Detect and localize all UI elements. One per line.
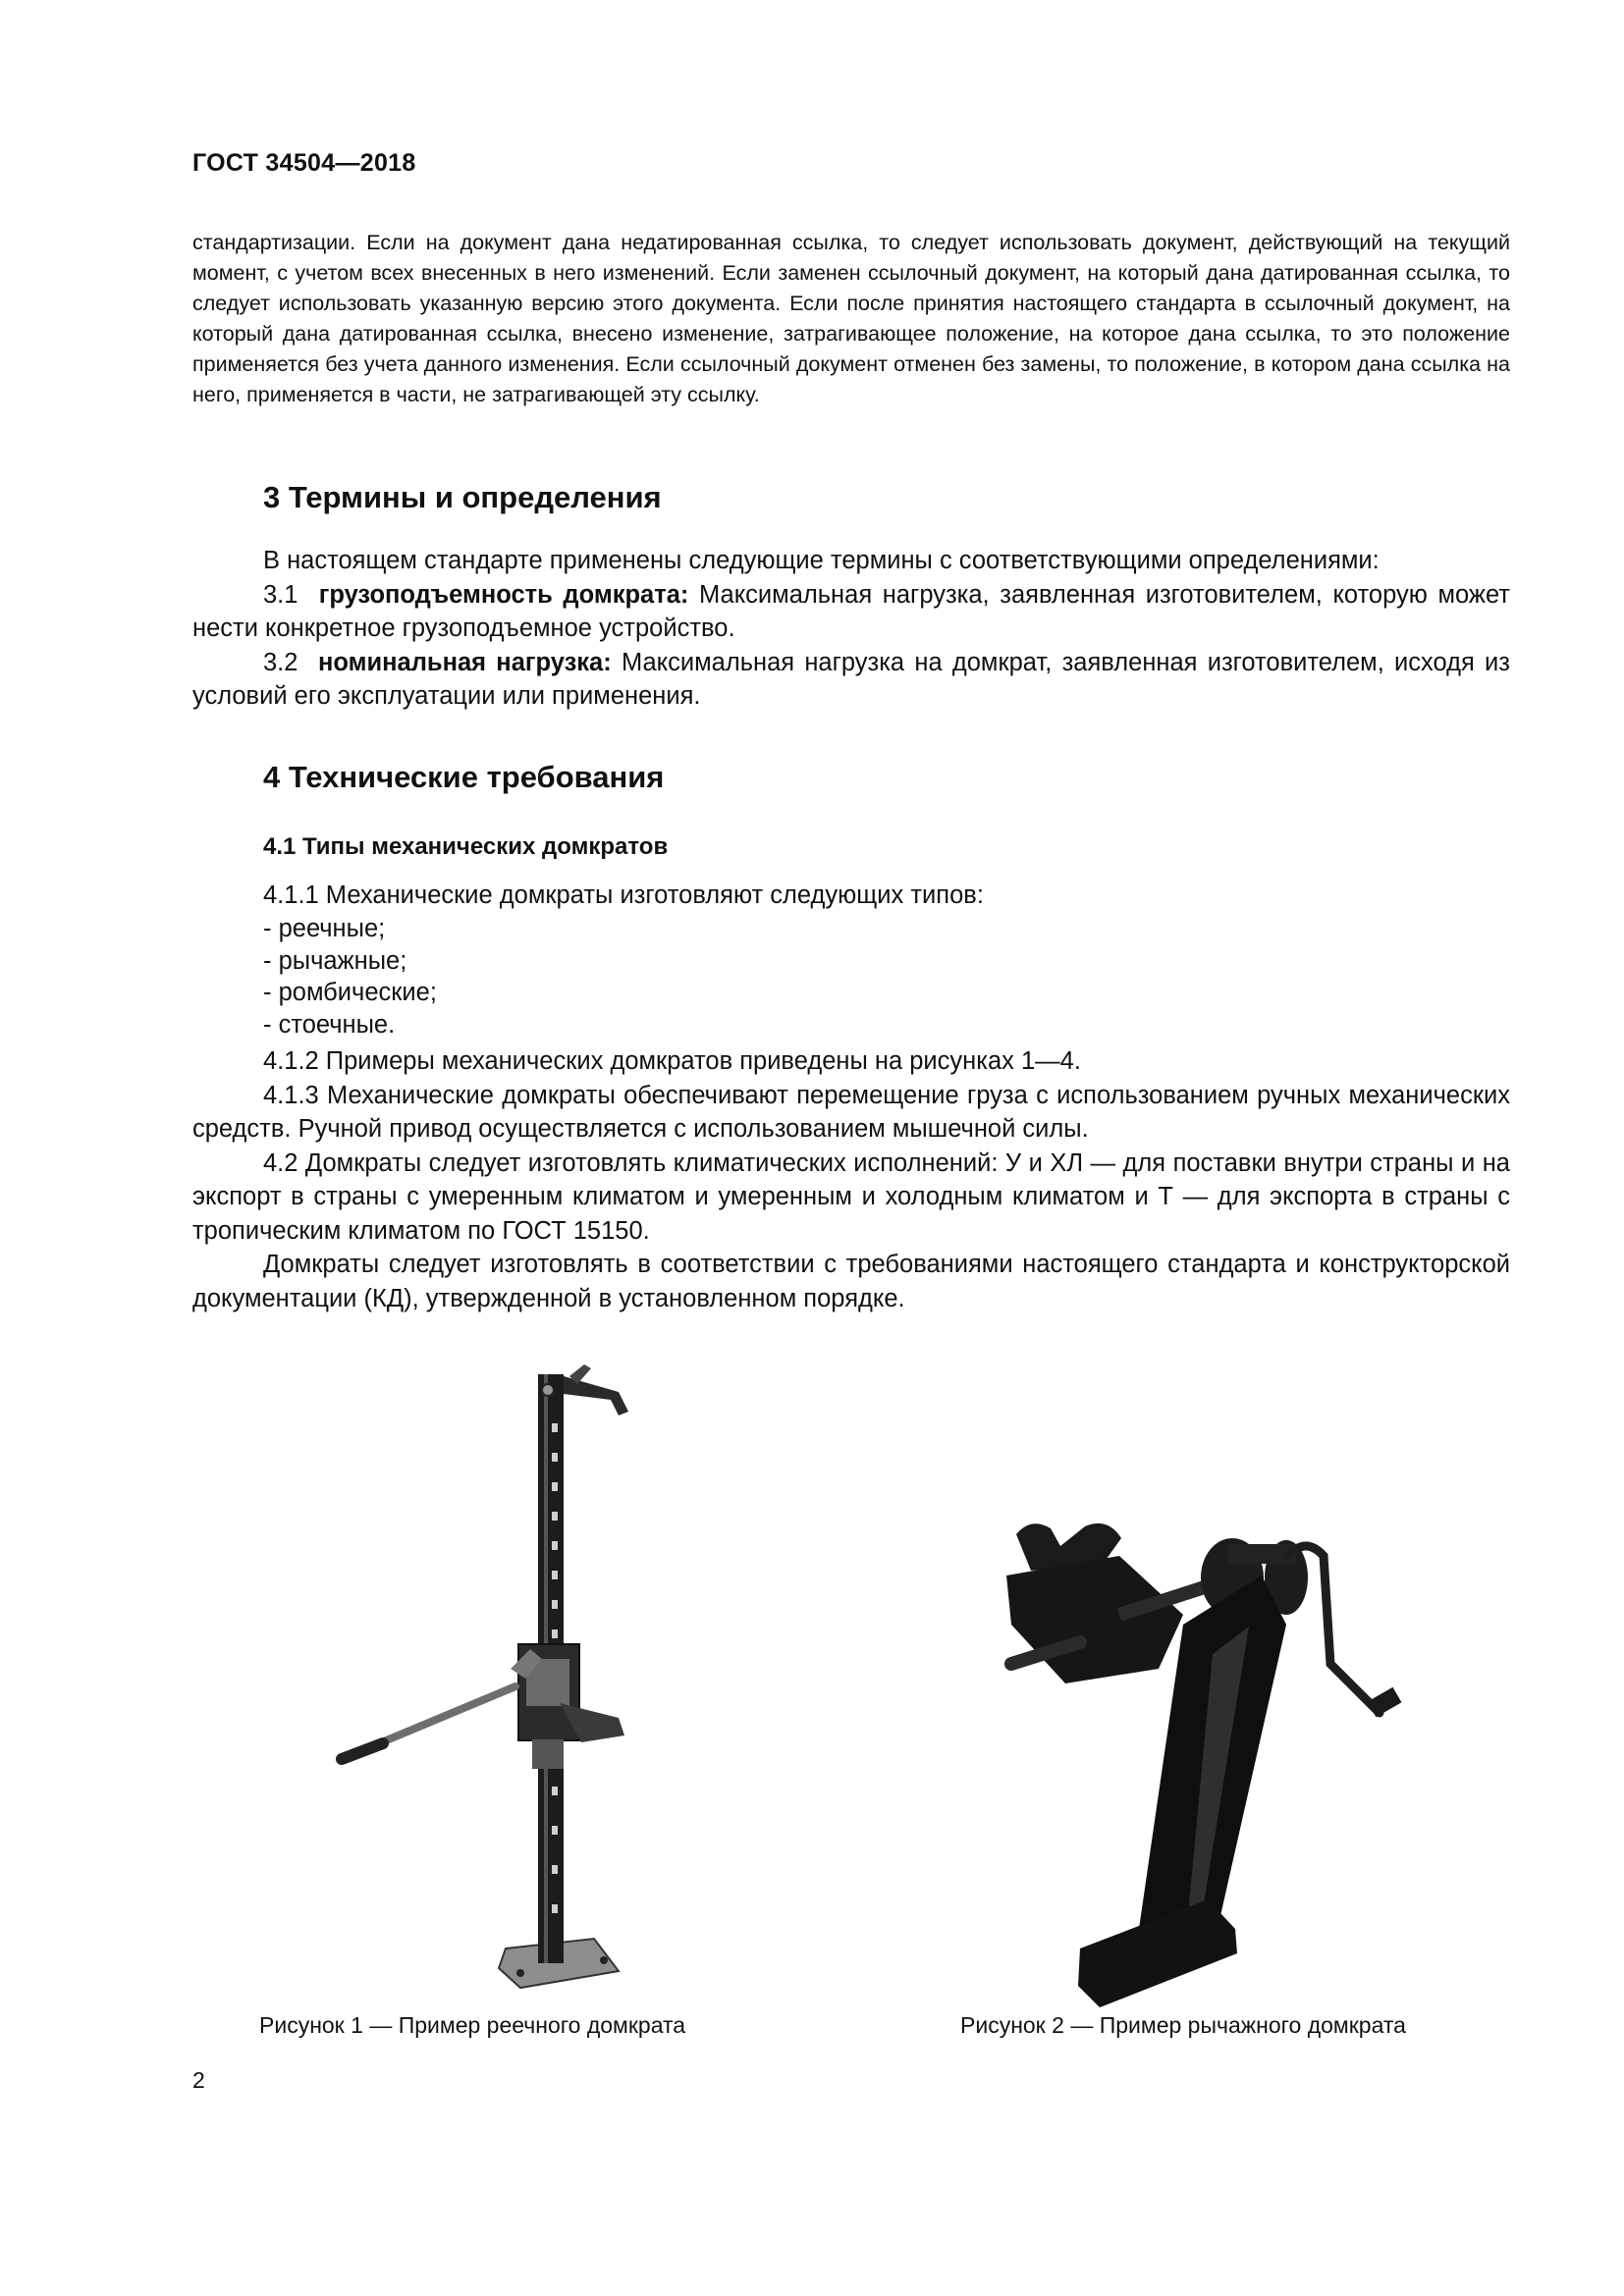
- jack-types-list: [263, 913, 437, 1041]
- document-header: ГОСТ 34504—2018: [192, 149, 416, 177]
- section-3-title: 3 Термины и определения: [263, 480, 662, 514]
- intro-paragraph: [192, 228, 1510, 410]
- list-item: - стоечные.: [263, 1010, 396, 1039]
- term-3-1-name: грузоподъемность домкрата:: [318, 580, 689, 609]
- term-3-2: 3.2 номинальная нагрузка: Максимальная нагрузка на домкрат, заявленная изготовителем, исходя из условий его эксплуатации или применения.: [192, 648, 1510, 710]
- figure-2-caption: Рисунок 2 — Пример рычажного домкрата: [960, 2012, 1406, 2038]
- figure-1-caption: Рисунок 1 — Пример реечного домкрата: [259, 2012, 686, 2038]
- p-4-1-2: 4.1.2 Примеры механических домкратов приведены на рисунках 1—4.: [263, 1047, 1081, 1075]
- term-3-2-definition: Максимальная нагрузка на домкрат, заявленная изготовителем, исходя из условий его эксплуатации или применения.: [192, 648, 1510, 710]
- term-3-2-name: номинальная нагрузка:: [317, 648, 612, 676]
- p-4-2-b: Домкраты следует изготовлять в соответствии с требованиями настоящего стандарта и конструкторской документации (КД), утвержденной в установленном порядке.: [192, 1251, 1510, 1312]
- p-4-1-3: 4.1.3 Механические домкраты обеспечивают перемещение груза с использованием ручных механических средств. Ручной привод осуществляется с использованием мышечной силы.: [192, 1081, 1510, 1143]
- section-4-title: 4 Технические требования: [263, 760, 665, 794]
- intro-text: стандартизации. Если на документ дана недатированная ссылка, то следует использовать документ, действующий на текущий момент, с учетом всех внесенных в него изменений. Если заменен ссылочный документ, на который дана датированная ссылка, то следует использовать указанную версию этого документа. Если после принятия настоящего стандарта в ссылочный документ, на который дана датированная ссылка, внесено изменение, затрагивающее положение, на которое дана ссылка, то это положение применяется без учета данного изменения. Если ссылочный документ отменен без замены, то положение, в котором дана ссылка на него, применяется в части, не затрагивающей эту ссылку.: [192, 231, 1510, 406]
- figure-1-rack-jack-image: [324, 1355, 638, 2022]
- page-number: 2: [192, 2067, 205, 2093]
- figure-2-lever-jack-image: [992, 1517, 1453, 2017]
- subsection-4-1-title: 4.1 Типы механических домкратов: [263, 833, 669, 860]
- p-4-2: 4.2 Домкраты следует изготовлять климатических исполнений: У и ХЛ — для поставки внутри страны и на экспорт в страны с умеренным климатом и умеренным и холодным климатом и Т — для экспорта в страны с тропическим климатом по ГОСТ 15150.: [192, 1148, 1510, 1245]
- term-3-1-definition: Максимальная нагрузка, заявленная изготовителем, которую может нести конкретное грузоподъемное устройство.: [192, 580, 1510, 642]
- p-4-1-1: 4.1.1 Механические домкраты изготовляют следующих типов:: [263, 881, 984, 909]
- term-3-1: 3.1 грузоподъемность домкрата: Максимальная нагрузка, заявленная изготовителем, которую может нести конкретное грузоподъемное устройство.: [192, 580, 1510, 642]
- list-item: - ромбические;: [263, 979, 437, 1006]
- section-3-intro: В настоящем стандарте применены следующие термины с соответствующими определениями:: [263, 547, 1380, 574]
- list-item: - рычажные;: [263, 946, 407, 975]
- list-item: - реечные;: [263, 915, 386, 942]
- section-3-body: [192, 544, 1510, 714]
- section-4-body: [192, 1044, 1510, 1315]
